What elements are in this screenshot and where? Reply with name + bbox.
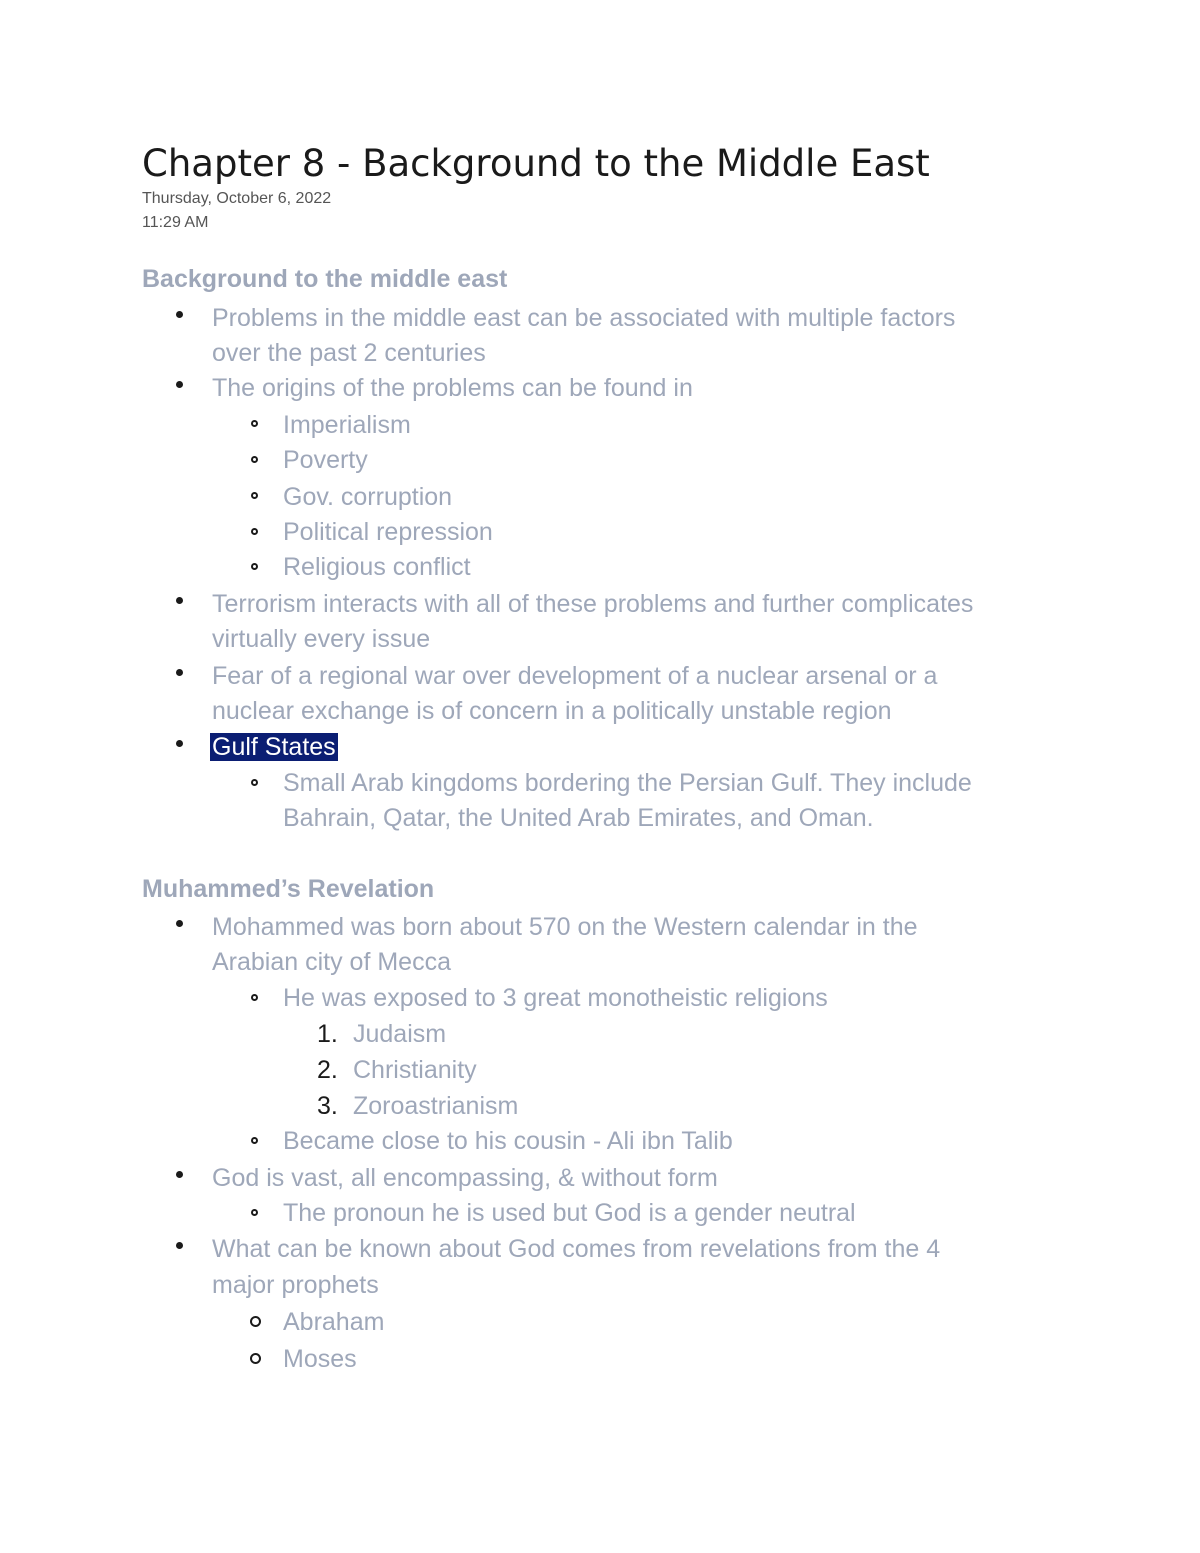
section-heading-background: Background to the middle east bbox=[142, 265, 508, 293]
list-item-text: over the past 2 centuries bbox=[212, 339, 486, 367]
bullet-icon bbox=[176, 669, 183, 676]
note-date: Thursday, October 6, 2022 bbox=[142, 190, 332, 207]
list-item-text: Judaism bbox=[353, 1020, 447, 1048]
sub-bullet-icon bbox=[251, 492, 258, 499]
list-item-text: What can be known about God comes from revelations from the 4 bbox=[212, 1235, 941, 1263]
sub-bullet-icon bbox=[250, 1353, 261, 1364]
list-item-text: God is vast, all encompassing, & without form bbox=[212, 1164, 718, 1192]
page-title: Chapter 8 - Background to the Middle East bbox=[142, 142, 930, 185]
list-item-text: Problems in the middle east can be associated with multiple factors bbox=[212, 304, 956, 332]
sub-bullet-icon bbox=[250, 1316, 261, 1327]
bullet-icon bbox=[176, 311, 183, 318]
list-item-text: Christianity bbox=[353, 1056, 477, 1084]
section-heading-revelation: Muhammed’s Revelation bbox=[142, 875, 435, 903]
list-item-text: Mohammed was born about 570 on the Western calendar in the bbox=[212, 913, 918, 941]
sub-bullet-icon bbox=[251, 420, 258, 427]
sub-bullet-icon bbox=[251, 1137, 258, 1144]
list-item-text: Poverty bbox=[283, 446, 368, 474]
bullet-icon bbox=[176, 381, 183, 388]
list-item-text: Religious conflict bbox=[283, 553, 471, 581]
bullet-icon bbox=[176, 1171, 183, 1178]
sub-bullet-icon bbox=[251, 1209, 258, 1216]
list-item-text-highlighted bbox=[212, 732, 338, 762]
sub-bullet-icon bbox=[251, 779, 258, 786]
list-item-text: Imperialism bbox=[283, 411, 411, 439]
list-item-text: Became close to his cousin - Ali ibn Talib bbox=[283, 1127, 733, 1155]
bullet-icon bbox=[176, 597, 183, 604]
list-item-text: Zoroastrianism bbox=[353, 1092, 519, 1120]
list-number: 1. bbox=[317, 1020, 338, 1048]
sub-bullet-icon bbox=[251, 563, 258, 570]
list-item-text: The origins of the problems can be found in bbox=[212, 374, 693, 402]
bullet-icon bbox=[176, 740, 183, 747]
list-item-text: Bahrain, Qatar, the United Arab Emirates, and Oman. bbox=[283, 804, 874, 832]
selected-text-highlight[interactable]: Gulf States bbox=[212, 733, 336, 761]
list-item-text: Gov. corruption bbox=[283, 483, 453, 511]
sub-bullet-icon bbox=[251, 456, 258, 463]
list-item-text: Moses bbox=[283, 1345, 357, 1373]
list-item-text: Small Arab kingdoms bordering the Persian Gulf. They include bbox=[283, 769, 972, 797]
bullet-icon bbox=[176, 1242, 183, 1249]
list-item-text: Arabian city of Mecca bbox=[212, 948, 451, 976]
list-number: 3. bbox=[317, 1092, 338, 1120]
list-item-text: Terrorism interacts with all of these problems and further complicates bbox=[212, 590, 974, 618]
list-item-text: The pronoun he is used but God is a gender neutral bbox=[283, 1199, 856, 1227]
sub-bullet-icon bbox=[251, 994, 258, 1001]
list-item-text: He was exposed to 3 great monotheistic religions bbox=[283, 984, 828, 1012]
list-number: 2. bbox=[317, 1056, 338, 1084]
list-item-text: nuclear exchange is of concern in a politically unstable region bbox=[212, 697, 892, 725]
list-item-text: virtually every issue bbox=[212, 625, 431, 653]
list-item-text: Political repression bbox=[283, 518, 493, 546]
list-item-text: Abraham bbox=[283, 1308, 385, 1336]
list-item-text: major prophets bbox=[212, 1271, 379, 1299]
sub-bullet-icon bbox=[251, 528, 258, 535]
note-time: 11:29 AM bbox=[142, 214, 209, 231]
list-item-text: Fear of a regional war over development of a nuclear arsenal or a bbox=[212, 662, 938, 690]
bullet-icon bbox=[176, 920, 183, 927]
